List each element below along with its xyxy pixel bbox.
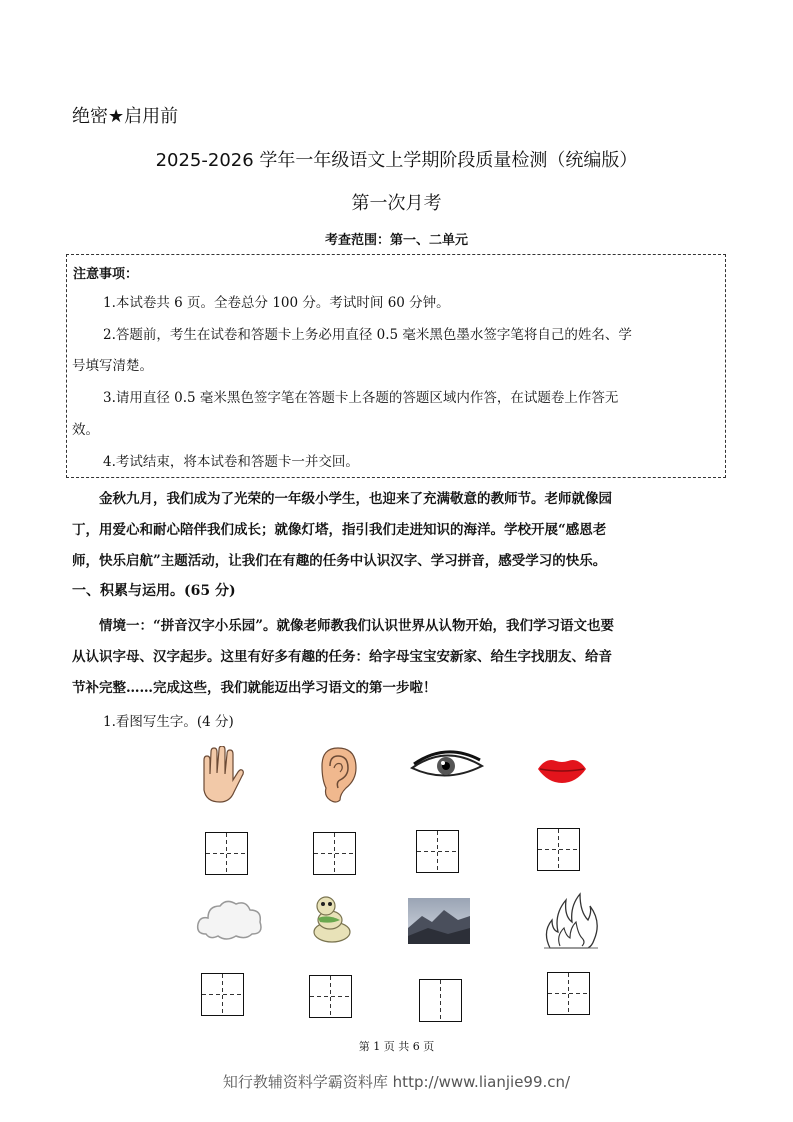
page-number: 第 1 页 共 6 页 (358, 1040, 435, 1053)
hand-icon (196, 746, 244, 804)
writing-grid[interactable] (547, 972, 590, 1015)
writing-grid[interactable] (416, 830, 459, 873)
notice-item-3b: 效。 (72, 422, 99, 438)
writing-grid[interactable] (205, 832, 248, 875)
mountain-icon (408, 898, 470, 944)
intro-line-3: 师，快乐启航”主题活动，让我们在有趣的任务中认识汉字、学习拼音，感受学习的快乐。 (72, 553, 607, 569)
context-line-3: 节补完整……完成这些，我们就能迈出学习语文的第一步啦！ (72, 680, 437, 696)
writing-grid[interactable] (309, 975, 352, 1018)
writing-grid[interactable] (201, 973, 244, 1016)
notice-item-2a: 2.答题前，考生在试卷和答题卡上务必用直径 0.5 毫米黑色墨水签字笔将自己的姓名、学 (103, 327, 632, 343)
eye-icon (410, 748, 484, 782)
context-line-1: 情境一：“拼音汉字小乐园”。就像老师教我们认识世界从认物开始，我们学习语文也要 (99, 618, 615, 634)
mouth-icon (536, 755, 588, 785)
intro-paragraph (72, 484, 722, 577)
watermark-link[interactable]: 知行教辅资料学霸资料库 http://www.lianjie99.cn/ (222, 1073, 571, 1091)
context-paragraph (72, 611, 722, 704)
notice-box (66, 254, 726, 478)
cloud-icon (196, 898, 264, 942)
notice-item-1: 1.本试卷共 6 页。全卷总分 100 分。考试时间 60 分钟。 (103, 295, 450, 311)
notice-item-2b: 号填写清楚。 (72, 358, 153, 374)
writing-grid[interactable] (313, 832, 356, 875)
worm-icon (308, 894, 356, 944)
notice-title: 注意事项： (73, 267, 139, 282)
exam-scope: 考查范围：第一、二单元 (324, 233, 468, 248)
notice-item-4: 4.考试结束，将本试卷和答题卡一并交回。 (103, 454, 359, 470)
confidential-label: 绝密★启用前 (72, 106, 179, 127)
context-line-2: 从认识字母、汉字起步。这里有好多有趣的任务：给字母宝宝安新家、给生字找朋友、给音 (72, 649, 612, 665)
exam-title: 2025-2026 学年一年级语文上学期阶段质量检测（统编版） (155, 150, 638, 171)
writing-grid[interactable] (419, 979, 462, 1022)
intro-line-2: 丁，用爱心和耐心陪伴我们成长；就像灯塔，指引我们走进知识的海洋。学校开展“感恩老 (72, 522, 607, 538)
notice-item-3a: 3.请用直径 0.5 毫米黑色签字笔在答题卡上各题的答题区域内作答，在试题卷上作答无 (103, 390, 619, 406)
writing-grid[interactable] (537, 828, 580, 871)
exam-subtitle: 第一次月考 (351, 193, 442, 214)
question-1: 1.看图写生字。(4 分) (103, 714, 234, 730)
fire-icon (540, 892, 600, 950)
section-heading: 一、积累与运用。(65 分) (72, 583, 236, 599)
ear-icon (316, 746, 360, 804)
intro-line-1: 金秋九月，我们成为了光荣的一年级小学生，也迎来了充满敬意的教师节。老师就像园 (99, 491, 612, 507)
